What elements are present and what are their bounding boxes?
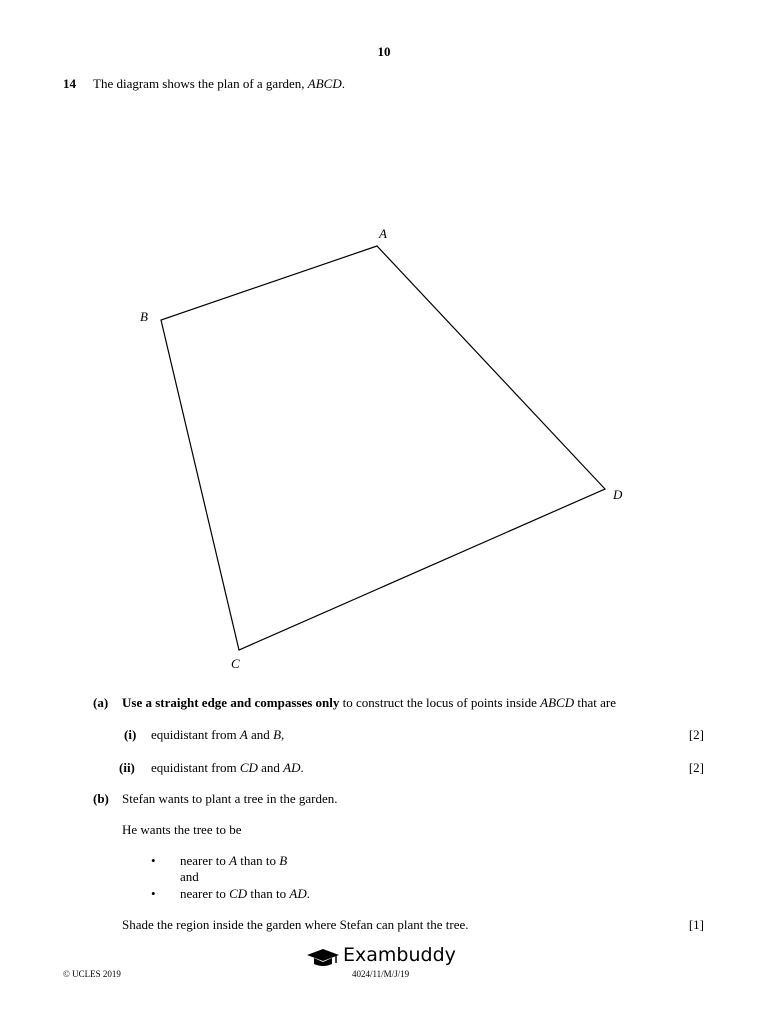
part-a-i-label: (i) <box>124 727 137 742</box>
bullet-and: and <box>180 869 199 884</box>
part-b-marks: [1] <box>688 917 704 932</box>
part-a-ii-text-3: . <box>300 760 304 775</box>
part-a-i-marks: [2] <box>688 727 704 742</box>
part-a-ii-text-2: and <box>257 760 284 775</box>
vertex-label-d: D <box>613 487 623 502</box>
question-number: 14 <box>63 76 76 91</box>
part-a-i-text-1: equidistant from <box>151 727 240 742</box>
graduation-cap-icon <box>305 946 341 968</box>
bullet-1-marker: • <box>151 853 156 868</box>
part-a-ii-marks: [2] <box>688 760 704 775</box>
vertex-label-c: C <box>231 656 240 671</box>
part-a-instruction-rest: to construct the locus of points inside <box>339 695 541 710</box>
part-a-i-point-1: A <box>239 727 248 742</box>
vertex-label-a: A <box>379 226 387 241</box>
vertex-label-b: B <box>140 309 148 324</box>
intro-garden-name: ABCD <box>307 76 342 91</box>
bullet-1-point-2: B <box>279 853 288 868</box>
bullet-2-line-2: AD <box>289 886 307 901</box>
part-a-ii-label: (ii) <box>119 760 135 775</box>
bullet-2-marker: • <box>151 886 156 901</box>
part-a-ii-line-2: AD <box>283 760 301 775</box>
bullet-1-text-2: than to <box>237 853 280 868</box>
part-a-i-text-2: and <box>247 727 274 742</box>
bullet-2-text-2: than to <box>247 886 290 901</box>
part-b-label: (b) <box>93 791 109 806</box>
bullet-2-text-1: nearer to <box>180 886 230 901</box>
part-a-i-text <box>151 727 284 743</box>
bullet-2-text-3: . <box>306 886 310 901</box>
part-a-i-text-3: , <box>281 727 285 742</box>
part-a-ii-line-1: CD <box>239 760 258 775</box>
intro-end: . <box>341 76 345 91</box>
bullet-1-text <box>180 853 287 869</box>
page-number: 10 <box>377 44 391 59</box>
bullet-1-text-1: nearer to <box>180 853 230 868</box>
part-a-instruction <box>122 695 616 711</box>
bullet-2-line-1: CD <box>229 886 248 901</box>
part-a-i-point-2: B <box>273 727 282 742</box>
part-b-line-2: He wants the tree to be <box>122 822 242 837</box>
bullet-1-point-1: A <box>229 853 238 868</box>
footer-copyright: © UCLES 2019 <box>63 969 121 979</box>
part-a-instruction-bold: Use a straight edge and compasses only <box>122 695 340 710</box>
part-a-ii-text-1: equidistant from <box>151 760 240 775</box>
part-b-shade-instruction: Shade the region inside the garden where Stefan can plant the tree. <box>122 917 469 932</box>
garden-quadrilateral <box>161 246 605 650</box>
part-b-line-1: Stefan wants to plant a tree in the garden. <box>122 791 338 806</box>
intro-text: The diagram shows the plan of a garden, <box>93 76 308 91</box>
bullet-2-text <box>180 886 310 902</box>
part-a-instruction-name: ABCD <box>540 695 575 710</box>
part-a-ii-text <box>151 760 304 776</box>
logo-text: Exambuddy <box>343 944 456 966</box>
part-a-label: (a) <box>93 695 109 710</box>
part-a-instruction-end: that are <box>574 695 616 710</box>
footer-paper-code: 4024/11/M/J/19 <box>352 969 410 979</box>
